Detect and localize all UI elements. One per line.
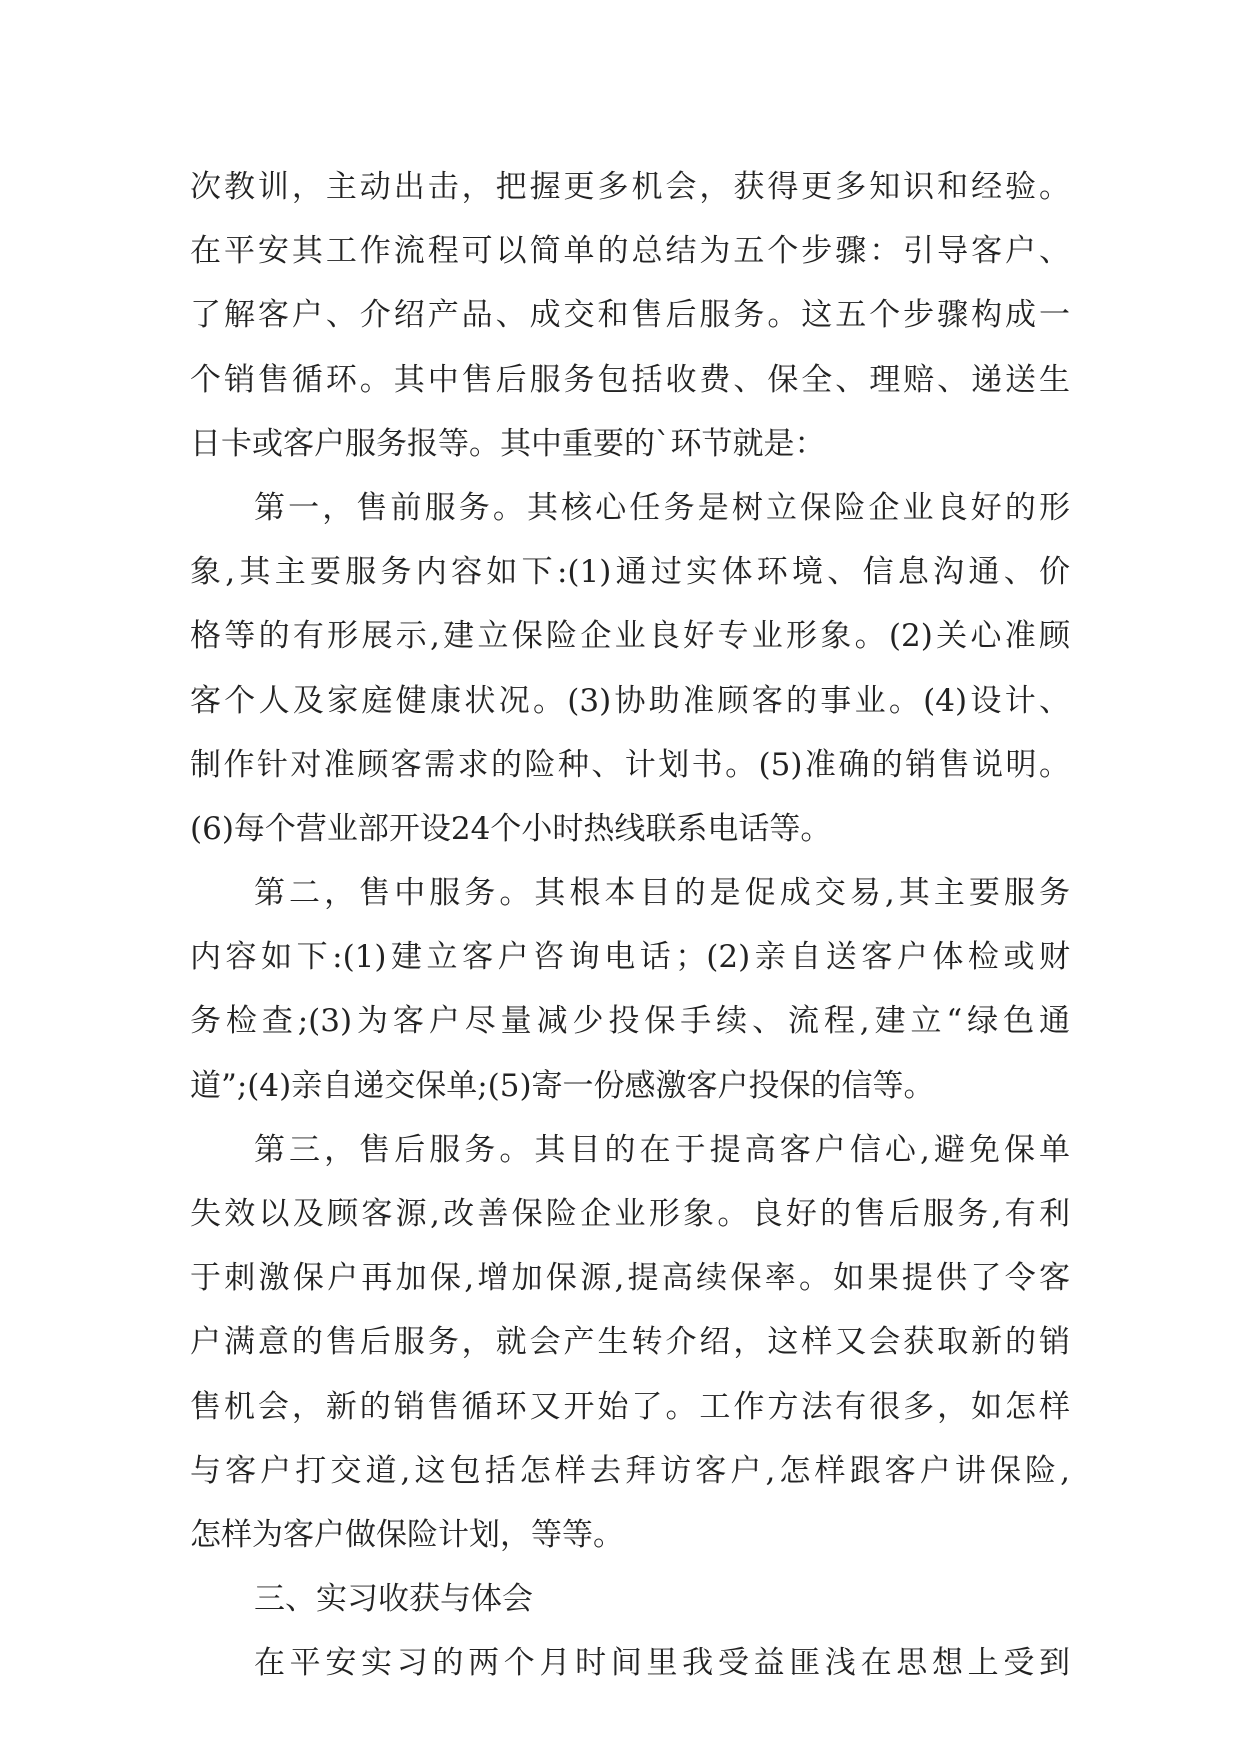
text-line: 在平安其工作流程可以简单的总结为五个步骤：引导客户、 xyxy=(190,233,1070,270)
text-line: (6)每个营业部开设24个小时热线联系电话等。 xyxy=(190,810,832,847)
text-line: 道”;(4)亲自递交保单;(5)寄一份感激客户投保的信等。 xyxy=(190,1067,935,1104)
text-line: 务检查;(3)为客户尽量减少投保手续、流程,建立“绿色通 xyxy=(190,1003,1070,1040)
text-line: 象,其主要服务内容如下:(1)通过实体环境、信息沟通、价 xyxy=(190,554,1070,591)
text-line: 于刺激保户再加保,增加保源,提高续保率。如果提供了令客 xyxy=(190,1260,1070,1297)
text-line: 制作针对准顾客需求的险种、计划书。(5)准确的销售说明。 xyxy=(190,746,1070,783)
section-heading: 三、实习收获与体会 xyxy=(254,1581,533,1618)
paragraph-first-line: 第三，售后服务。其目的在于提高客户信心,避免保单 xyxy=(254,1131,1070,1168)
document-body xyxy=(190,155,1070,1696)
paragraph-first-line: 第一，售前服务。其核心任务是树立保险企业良好的形 xyxy=(254,489,1070,526)
paragraph-first-line: 第二，售中服务。其根本目的是促成交易,其主要服务 xyxy=(254,875,1070,912)
text-line: 个销售循环。其中售后服务包括收费、保全、理赔、递送生 xyxy=(190,361,1070,398)
paragraph-first-line: 在平安实习的两个月时间里我受益匪浅在思想上受到 xyxy=(254,1645,1070,1682)
text-line: 了解客户、介绍产品、成交和售后服务。这五个步骤构成一 xyxy=(190,297,1070,334)
text-line: 日卡或客户服务报等。其中重要的`环节就是： xyxy=(190,425,826,462)
text-line: 次教训，主动出击，把握更多机会，获得更多知识和经验。 xyxy=(190,169,1070,205)
text-line: 失效以及顾客源,改善保险企业形象。良好的售后服务,有利 xyxy=(190,1196,1070,1232)
text-line: 户满意的售后服务，就会产生转介绍，这样又会获取新的销 xyxy=(190,1324,1070,1361)
text-line: 内容如下:(1)建立客户咨询电话；(2)亲自送客户体检或财 xyxy=(190,939,1070,976)
text-line: 与客户打交道,这包括怎样去拜访客户,怎样跟客户讲保险, xyxy=(190,1452,1070,1489)
text-line: 客个人及家庭健康状况。(3)协助准顾客的事业。(4)设计、 xyxy=(190,682,1070,719)
text-line: 怎样为客户做保险计划，等等。 xyxy=(190,1516,624,1553)
text-line: 售机会，新的销售循环又开始了。工作方法有很多，如怎样 xyxy=(190,1388,1070,1425)
text-line: 格等的有形展示,建立保险企业良好专业形象。(2)关心准顾 xyxy=(190,618,1070,655)
